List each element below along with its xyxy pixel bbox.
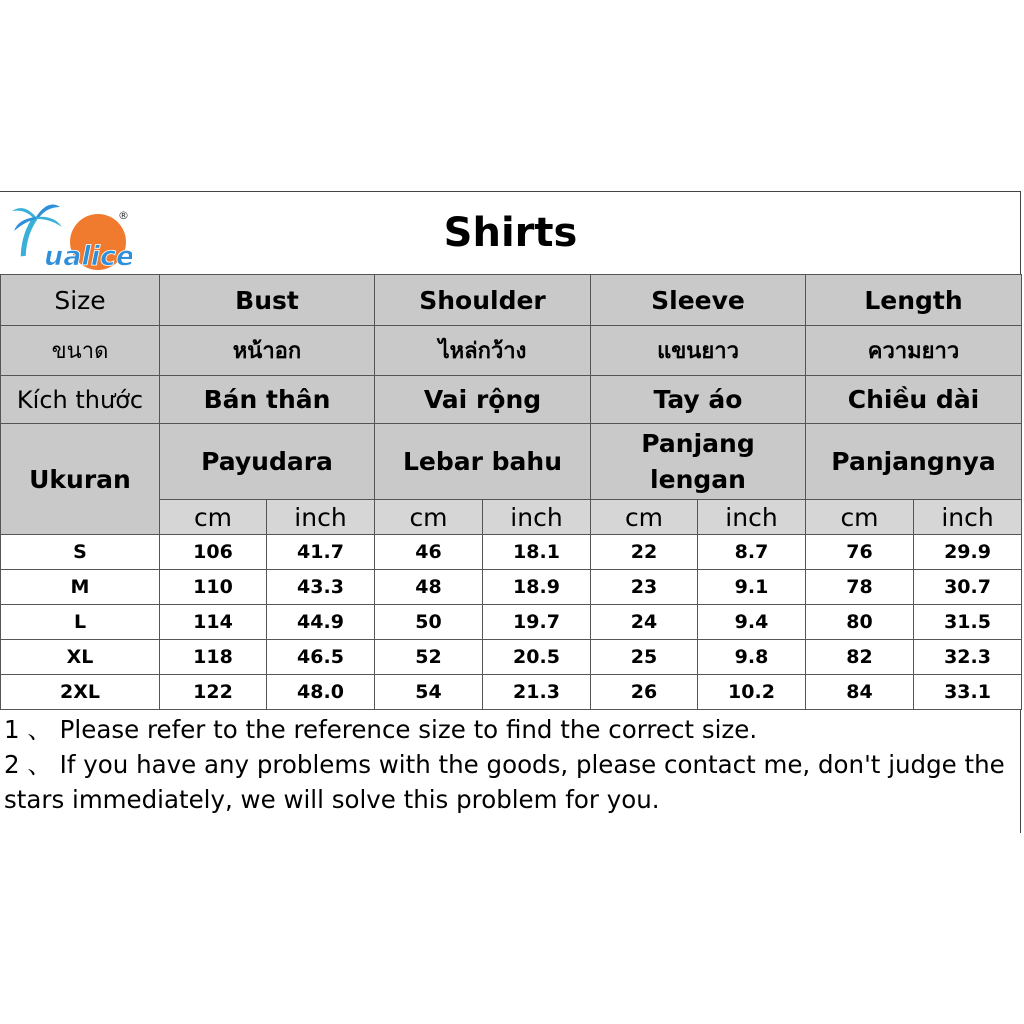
value-cell: 46.5 — [267, 640, 375, 675]
value-cell: 20.5 — [483, 640, 591, 675]
value-cell: 106 — [160, 535, 267, 570]
unit-cell: cm — [591, 500, 698, 535]
value-cell: 114 — [160, 605, 267, 640]
value-cell: 110 — [160, 570, 267, 605]
table-row — [1, 640, 1022, 675]
value-cell: 84 — [806, 675, 914, 710]
value-cell: 29.9 — [914, 535, 1022, 570]
value-cell: 23 — [591, 570, 698, 605]
value-cell: 52 — [375, 640, 483, 675]
table-row — [1, 605, 1022, 640]
value-cell: 33.1 — [914, 675, 1022, 710]
header-row-indonesian — [1, 424, 1022, 500]
header-row-english — [1, 275, 1022, 326]
col-bust: Bust — [160, 275, 375, 326]
header-row-thai — [1, 326, 1022, 376]
value-cell: 41.7 — [267, 535, 375, 570]
col-sleeve: Tay áo — [591, 376, 806, 424]
unit-cell: inch — [698, 500, 806, 535]
size-cell: 2XL — [1, 675, 160, 710]
value-cell: 32.3 — [914, 640, 1022, 675]
value-cell: 76 — [806, 535, 914, 570]
note-2: 2 、 If you have any problems with the goods, please contact me, don't judge the stars immediately, we will solve this problem for you. — [4, 750, 1005, 814]
value-cell: 118 — [160, 640, 267, 675]
row-label: ขนาด — [1, 326, 160, 376]
col-sleeve: Panjang lengan — [591, 424, 806, 500]
header-row-vietnamese — [1, 376, 1022, 424]
value-cell: 43.3 — [267, 570, 375, 605]
value-cell: 24 — [591, 605, 698, 640]
value-cell: 31.5 — [914, 605, 1022, 640]
value-cell: 50 — [375, 605, 483, 640]
table-row — [1, 570, 1022, 605]
table-row — [1, 535, 1022, 570]
table-row — [1, 675, 1022, 710]
brand-wordmark: ualice — [44, 241, 132, 272]
value-cell: 19.7 — [483, 605, 591, 640]
page-title: Shirts — [443, 210, 578, 256]
unit-cell: inch — [267, 500, 375, 535]
col-length: Length — [806, 275, 1022, 326]
value-cell: 25 — [591, 640, 698, 675]
value-cell: 82 — [806, 640, 914, 675]
col-sleeve: แขนยาว — [591, 326, 806, 376]
value-cell: 9.4 — [698, 605, 806, 640]
unit-cell: inch — [483, 500, 591, 535]
value-cell: 18.9 — [483, 570, 591, 605]
col-shoulder: Shoulder — [375, 275, 591, 326]
col-length: Chiều dài — [806, 376, 1022, 424]
size-cell: S — [1, 535, 160, 570]
col-bust: หน้าอก — [160, 326, 375, 376]
col-shoulder: Lebar bahu — [375, 424, 591, 500]
registered-mark: ® — [118, 209, 129, 222]
value-cell: 18.1 — [483, 535, 591, 570]
value-cell: 48.0 — [267, 675, 375, 710]
col-bust: Bán thân — [160, 376, 375, 424]
value-cell: 46 — [375, 535, 483, 570]
notes — [4, 712, 1009, 817]
row-label: Kích thước — [1, 376, 160, 424]
col-length: Panjangnya — [806, 424, 1022, 500]
value-cell: 21.3 — [483, 675, 591, 710]
size-table — [0, 274, 1022, 710]
col-length: ความยาว — [806, 326, 1022, 376]
unit-cell: cm — [375, 500, 483, 535]
value-cell: 22 — [591, 535, 698, 570]
row-label: Size — [1, 275, 160, 326]
unit-cell: inch — [914, 500, 1022, 535]
value-cell: 10.2 — [698, 675, 806, 710]
value-cell: 54 — [375, 675, 483, 710]
value-cell: 9.8 — [698, 640, 806, 675]
value-cell: 48 — [375, 570, 483, 605]
value-cell: 78 — [806, 570, 914, 605]
note-1: 1 、 Please refer to the reference size to find the correct size. — [4, 715, 758, 744]
value-cell: 30.7 — [914, 570, 1022, 605]
value-cell: 26 — [591, 675, 698, 710]
value-cell: 44.9 — [267, 605, 375, 640]
unit-cell: cm — [806, 500, 914, 535]
size-cell: XL — [1, 640, 160, 675]
value-cell: 8.7 — [698, 535, 806, 570]
unit-cell: cm — [160, 500, 267, 535]
row-label: Ukuran — [1, 424, 160, 535]
size-cell: L — [1, 605, 160, 640]
col-bust: Payudara — [160, 424, 375, 500]
col-shoulder: ไหล่กว้าง — [375, 326, 591, 376]
col-shoulder: Vai rộng — [375, 376, 591, 424]
value-cell: 122 — [160, 675, 267, 710]
col-sleeve: Sleeve — [591, 275, 806, 326]
size-cell: M — [1, 570, 160, 605]
value-cell: 9.1 — [698, 570, 806, 605]
value-cell: 80 — [806, 605, 914, 640]
